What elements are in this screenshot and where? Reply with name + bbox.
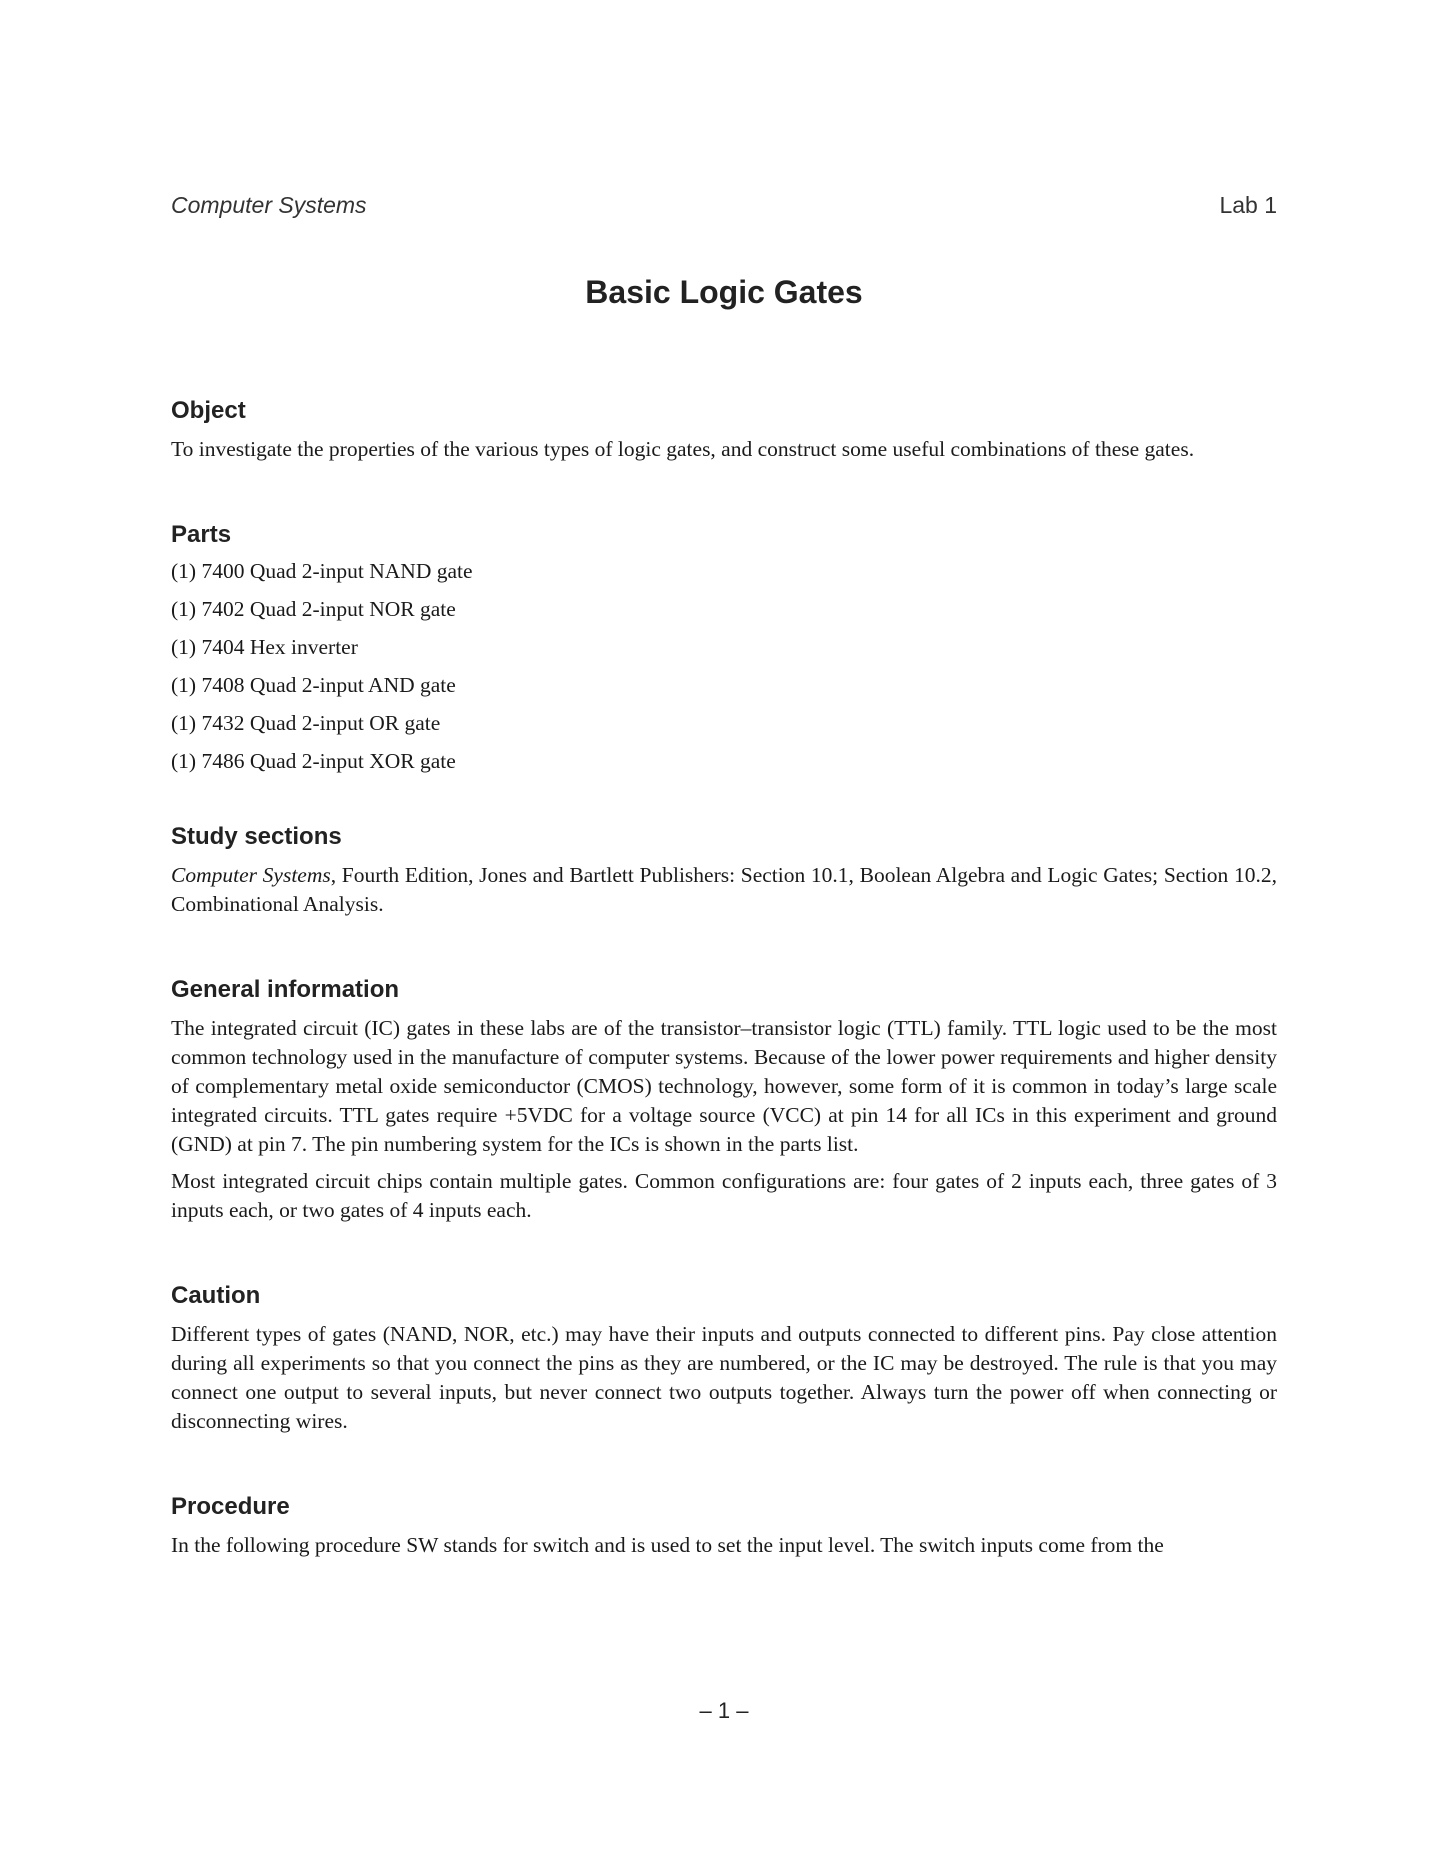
header-lab-number: Lab 1 [1219, 192, 1277, 218]
citation-text: , Fourth Edition, Jones and Bartlett Publishers: Section 10.1, Boolean Algebra and Logic Gates; Section 10.2, Combinational Analysis. [171, 863, 1277, 916]
list-item: (1) 7402 Quad 2-input NOR gate [171, 597, 456, 621]
section-paragraph [171, 861, 1277, 919]
list-item: (1) 7400 Quad 2-input NAND gate [171, 559, 473, 583]
section-heading: Study sections [171, 823, 342, 850]
list-item: (1) 7432 Quad 2-input OR gate [171, 711, 441, 735]
section-paragraph: The integrated circuit (IC) gates in these labs are of the transistor–transistor logic (TTL) family. TTL logic used to be the most common technology used in the manufacture of computer systems. Because of the lower power requirements and higher density of complementary metal oxide semiconductor (CMOS) technology, however, some form of it is common in today’s large scale integrated circuits. TTL gates require +5VDC for a voltage source (VCC) at pin 14 for all ICs in this experiment and ground (GND) at pin 7. The pin numbering system for the ICs is shown in the parts list. [171, 1016, 1277, 1156]
book-title: Computer Systems [171, 863, 331, 887]
page-title: Basic Logic Gates [585, 274, 863, 310]
section-heading: General information [171, 976, 400, 1003]
header-course-title: Computer Systems [171, 192, 367, 218]
section-paragraph: In the following procedure SW stands for switch and is used to set the input level. The switch inputs come from the [171, 1533, 1164, 1557]
section-parts [171, 520, 1277, 780]
section-heading: Caution [171, 1282, 261, 1309]
section-caution [171, 1281, 1277, 1436]
section-paragraph: Different types of gates (NAND, NOR, etc.) may have their inputs and outputs connected to different pins. Pay close attention during all experiments so that you connect the pins as they are numbered, or the IC may be destroyed. The rule is that you may connect one output to several inputs, but never connect two outputs together. Always turn the power off when connecting or disconnecting wires. [171, 1322, 1277, 1433]
section-object [171, 396, 1277, 464]
parts-list [171, 552, 1277, 780]
section-heading: Parts [171, 521, 232, 548]
section-procedure [171, 1492, 1277, 1560]
list-item: (1) 7404 Hex inverter [171, 635, 358, 659]
document-body [171, 396, 1277, 1616]
section-heading: Object [171, 397, 246, 424]
section-paragraph: To investigate the properties of the various types of logic gates, and construct some useful combinations of these gates. [171, 437, 1195, 461]
page-number: – 1 – [699, 1698, 749, 1723]
section-study [171, 822, 1277, 919]
section-paragraph: Most integrated circuit chips contain multiple gates. Common configurations are: four gates of 2 inputs each, three gates of 3 inputs each, or two gates of 4 inputs each. [171, 1169, 1277, 1222]
section-heading: Procedure [171, 1493, 290, 1520]
section-general-information [171, 975, 1277, 1225]
list-item: (1) 7486 Quad 2-input XOR gate [171, 749, 456, 773]
running-header [171, 192, 1277, 222]
list-item: (1) 7408 Quad 2-input AND gate [171, 673, 456, 697]
